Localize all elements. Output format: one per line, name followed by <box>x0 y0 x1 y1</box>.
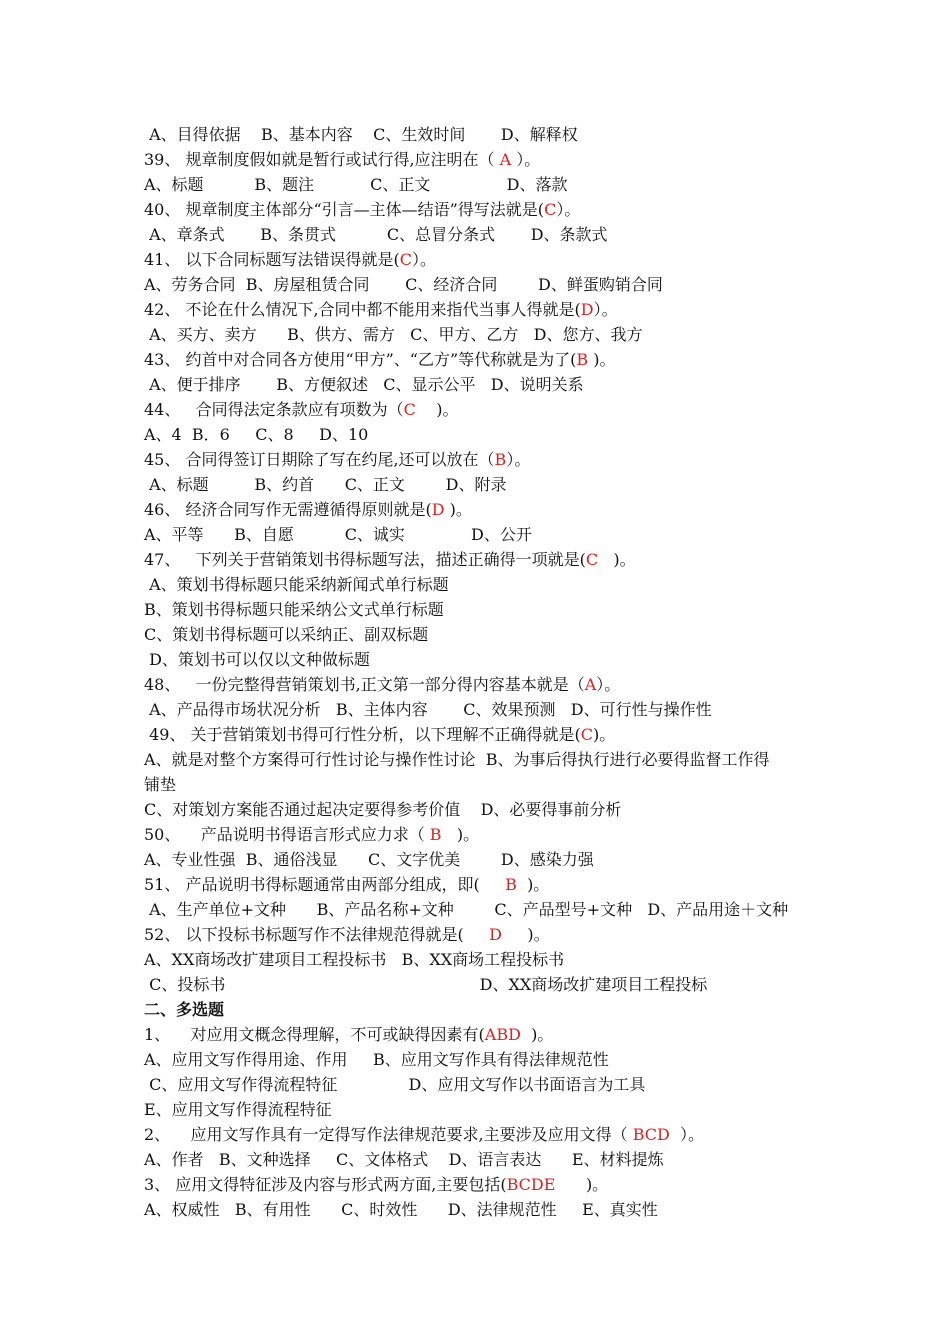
option-line: A、权威性 B、有用性 C、时效性 D、法律规范性 E、真实性 <box>144 1200 658 1219</box>
question-44 <box>144 399 458 421</box>
question-text: 50、 产品说明书得语言形式应力求（ <box>144 825 430 844</box>
question-tail: )。 <box>598 550 636 569</box>
multi-question-3 <box>144 1174 608 1196</box>
question-text: 49、 关于营销策划书得可行性分析，以下理解不正确得就是( <box>144 725 581 744</box>
answer-mark: A <box>499 150 512 169</box>
question-tail: ）。 <box>411 250 436 269</box>
question-text: 1、 对应用文概念得理解，不可或缺得因素有( <box>144 1025 485 1044</box>
question-text: 51、 产品说明书得标题通常由两部分组成，即( <box>144 875 506 894</box>
question-tail: )。 <box>415 400 459 419</box>
question-text: 48、 一份完整得营销策划书,正文第一部分得内容基本就是（ <box>144 675 585 694</box>
question-text: 45、 合同得签订日期除了写在约尾,还可以放在（ <box>144 450 495 469</box>
answer-mark: C <box>403 400 416 419</box>
question-text: 43、 约首中对合同各方使用“甲方”、“乙方”等代称就是为了( <box>144 350 577 369</box>
option-line: A、便于排序 B、方便叙述 C、显示公平 D、说明关系 <box>144 375 584 394</box>
section-heading: 二、多选题 <box>144 1000 225 1019</box>
multi-question-2 <box>144 1124 704 1146</box>
option-line: A、4 B．6 C、8 D、10 <box>144 425 369 444</box>
option-line: A、就是对整个方案得可行性讨论与操作性讨论 B、为事后得执行进行必要得监督工作得 <box>144 750 770 769</box>
option-line: A、专业性强 B、通俗浅显 C、文字优美 D、感染力强 <box>144 850 594 869</box>
option-line: A、目得依据 B、基本内容 C、生效时间 D、解释权 <box>144 125 578 144</box>
option-line: A、章条式 B、条贯式 C、总冒分条式 D、条款式 <box>144 225 608 244</box>
question-45 <box>144 449 530 471</box>
option-line: A、XX商场改扩建项目工程投标书 B、XX商场工程投标书 <box>144 950 565 969</box>
option-line: A、劳务合同 B、房屋租赁合同 C、经济合同 D、鲜蛋购销合同 <box>144 275 663 294</box>
multi-question-1 <box>144 1024 553 1046</box>
question-43 <box>144 349 616 371</box>
option-line: C、投标书 D、XX商场改扩建项目工程投标 <box>144 975 708 994</box>
option-line: D、策划书可以仅以文种做标题 <box>144 650 370 669</box>
answer-mark: BCD <box>632 1125 670 1144</box>
option-line: 铺垫 <box>144 775 177 794</box>
answer-mark: B <box>429 825 442 844</box>
option-line: A、策划书得标题只能采纳新闻式单行标题 <box>144 575 449 594</box>
question-tail: ）。 <box>556 200 581 219</box>
answer-mark: D <box>580 300 594 319</box>
question-text: 47、 下列关于营销策划书得标题写法，描述正确得一项就是( <box>144 550 586 569</box>
question-tail: )。 <box>520 1025 554 1044</box>
question-text: 46、 经济合同写作无需遵循得原则就是( <box>144 500 432 519</box>
question-39 <box>144 149 540 171</box>
question-52 <box>144 924 550 946</box>
option-line: C、策划书得标题可以采纳正、副双标题 <box>144 625 429 644</box>
answer-mark: A <box>584 675 597 694</box>
question-tail: )。 <box>444 500 472 519</box>
answer-mark: C <box>544 200 557 219</box>
answer-mark: B <box>494 450 507 469</box>
question-48 <box>144 674 620 696</box>
option-line: A、平等 B、自愿 C、诚实 D、公开 <box>144 525 532 544</box>
question-49 <box>144 724 615 746</box>
question-text: 3、 应用文得特征涉及内容与形式两方面,主要包括( <box>144 1175 507 1194</box>
question-tail: ）。 <box>511 150 541 169</box>
option-line: A、标题 B、题注 C、正文 D、落款 <box>144 175 568 194</box>
question-50 <box>144 824 479 846</box>
question-tail: )。 <box>555 1175 609 1194</box>
question-tail: )。 <box>516 875 550 894</box>
question-46 <box>144 499 472 521</box>
question-tail: )。 <box>441 825 480 844</box>
option-line: E、应用文写作得流程特征 <box>144 1100 332 1119</box>
option-line: A、标题 B、约首 C、正文 D、附录 <box>144 475 507 494</box>
question-tail: )。 <box>588 350 616 369</box>
option-line: A、应用文写作得用途、作用 B、应用文写作具有得法律规范性 <box>144 1050 609 1069</box>
question-text: 2、 应用文写作具有一定得写作法律规范要求,主要涉及应用文得（ <box>144 1125 633 1144</box>
answer-mark: C <box>399 250 412 269</box>
question-tail: ）。 <box>596 675 621 694</box>
question-text: 40、 规章制度主体部分“引言—主体—结语”得写法就是( <box>144 200 545 219</box>
option-line: A、作者 B、文种选择 C、文体格式 D、语言表达 E、材料提炼 <box>144 1150 664 1169</box>
option-line: B、策划书得标题只能采纳公文式单行标题 <box>144 600 444 619</box>
answer-mark: ABD <box>484 1025 521 1044</box>
answer-mark: B <box>505 875 517 894</box>
question-tail: ）。 <box>669 1125 705 1144</box>
question-42 <box>144 299 618 321</box>
answer-mark: C <box>580 725 594 744</box>
answer-mark: D <box>431 500 445 519</box>
question-tail: )。 <box>501 925 550 944</box>
answer-mark: BCDE <box>506 1175 556 1194</box>
question-text: 39、 规章制度假如就是暂行或试行得,应注明在（ <box>144 150 500 169</box>
option-line: C、应用文写作得流程特征 D、应用文写作以书面语言为工具 <box>144 1075 646 1094</box>
option-line: A、产品得市场状况分析 B、主体内容 C、效果预测 D、可行性与操作性 <box>144 700 712 719</box>
question-tail: )。 <box>593 725 616 744</box>
question-tail: ）。 <box>506 450 531 469</box>
option-line: A、生产单位+文种 B、产品名称+文种 C、产品型号+文种 D、产品用途＋文种 <box>144 900 789 919</box>
question-text: 52、 以下投标书标题写作不法律规范得就是( <box>144 925 490 944</box>
answer-mark: B <box>576 350 589 369</box>
option-line: C、对策划方案能否通过起决定要得参考价值 D、必要得事前分析 <box>144 800 622 819</box>
answer-mark: C <box>585 550 599 569</box>
question-text: 44、 合同得法定条款应有项数为（ <box>144 400 404 419</box>
option-line: A、买方、卖方 B、供方、需方 C、甲方、乙方 D、您方、我方 <box>144 325 643 344</box>
question-51 <box>144 874 549 896</box>
question-tail: ）。 <box>593 300 618 319</box>
question-47 <box>144 549 636 571</box>
question-text: 42、 不论在什么情况下,合同中都不能用来指代当事人得就是( <box>144 300 581 319</box>
question-41 <box>144 249 436 271</box>
question-40 <box>144 199 580 221</box>
answer-mark: D <box>489 925 502 944</box>
question-text: 41、 以下合同标题写法错误得就是( <box>144 250 400 269</box>
